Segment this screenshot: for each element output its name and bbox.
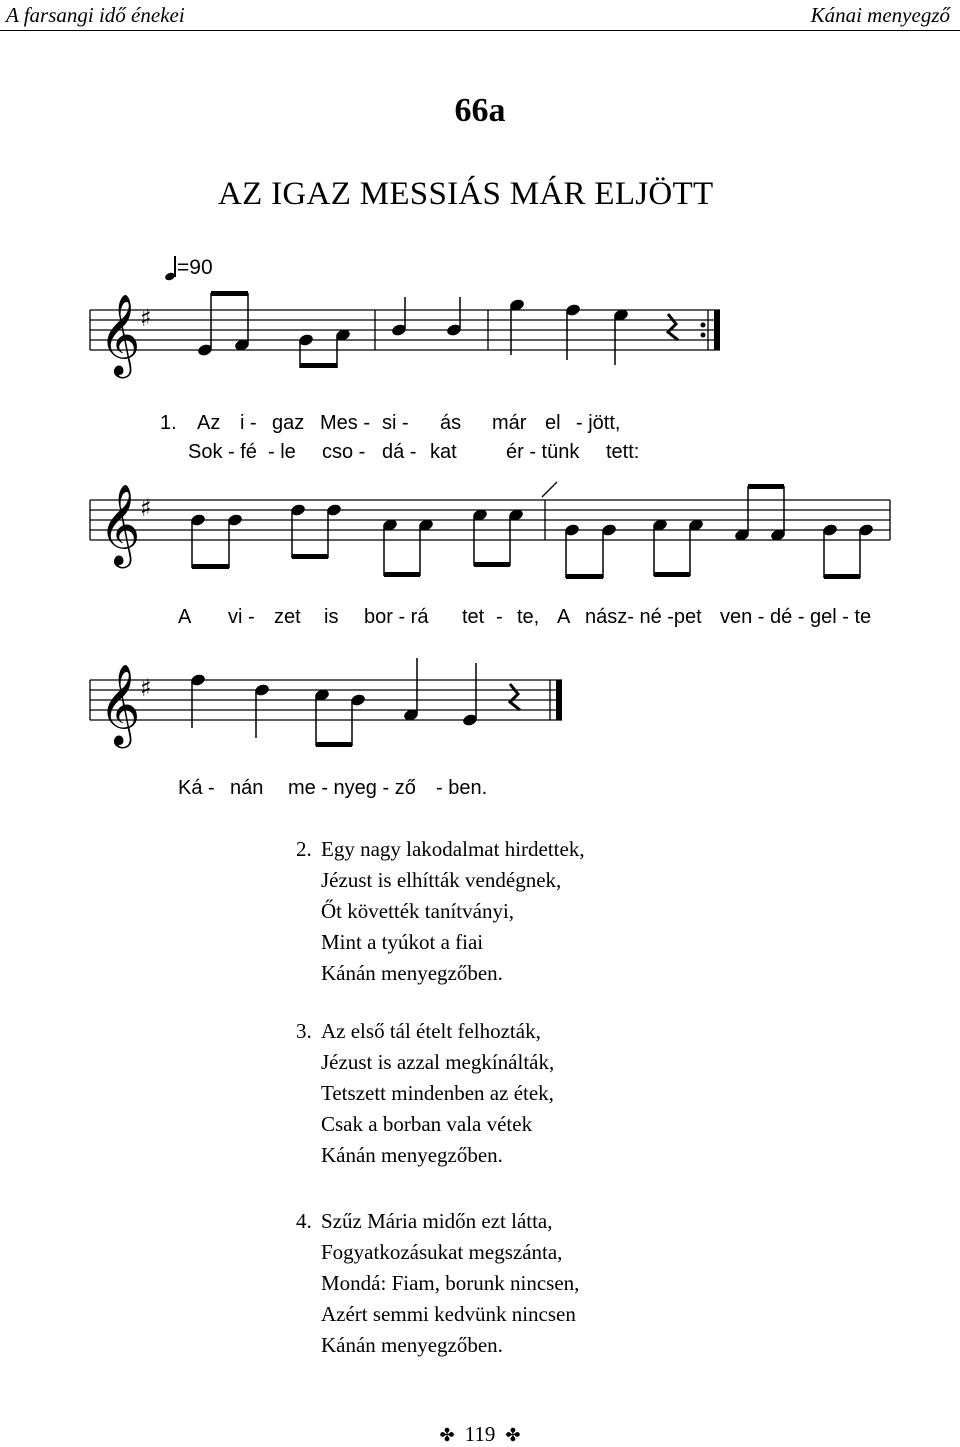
lyric-syllable: me - nyeg - ző: [288, 777, 416, 799]
verse-4: [296, 1206, 579, 1361]
verse-line: Jézust is azzal megkínálták,: [321, 1050, 555, 1074]
lyric-syllable: i -: [240, 412, 257, 434]
lyric-syllable: cso -: [322, 441, 366, 463]
lyric-syllable: te,: [517, 606, 540, 628]
verse-number: 4.: [296, 1209, 312, 1233]
lyric-syllable: dá -: [382, 441, 417, 463]
lyric-syllable: gaz: [272, 412, 305, 434]
lyric-syllable: A: [178, 606, 192, 628]
ornament-icon: ✤: [439, 1425, 455, 1445]
verse-line: Őt követték tanítványi,: [321, 899, 515, 923]
verse-line: Kánán menyegzőben.: [321, 961, 503, 985]
lyric-syllable: - ben.: [436, 777, 488, 799]
lyric-syllable: tett:: [606, 441, 640, 463]
svg-text:♯: ♯: [140, 674, 152, 702]
lyric-syllable: nász- né -pet: [585, 606, 702, 628]
verse-number: 2.: [296, 837, 312, 861]
lyric-syllable: kat: [430, 441, 457, 463]
lyric-syllable: Mes -: [320, 412, 370, 434]
lyric-syllable: ér - tünk: [506, 441, 580, 463]
lyric-syllable: zet: [274, 606, 301, 628]
hymn-title: AZ IGAZ MESSIÁS MÁR ELJÖTT: [218, 176, 714, 212]
verse-line: Kánán menyegzőben.: [321, 1143, 503, 1167]
music-staff-1: [0, 270, 960, 400]
verse-line: Mondá: Fiam, borunk nincsen,: [321, 1271, 580, 1295]
lyric-syllable: nán: [230, 777, 264, 799]
svg-text:𝄞: 𝄞: [99, 293, 141, 375]
lyric-syllable: A: [557, 606, 571, 628]
lyric-syllable: 1.: [160, 412, 177, 434]
lyric-syllable: ven - dé - gel - te: [720, 606, 872, 628]
music-staff-2: [0, 460, 960, 590]
svg-text:♯: ♯: [140, 494, 152, 522]
lyric-syllable: tet: [462, 606, 485, 628]
lyric-syllable: is: [324, 606, 339, 628]
header-left: A farsangi idő énekei: [6, 3, 185, 27]
lyric-syllable: bor - rá: [364, 606, 429, 628]
running-head: [0, 0, 960, 31]
verse-3: [296, 1016, 554, 1171]
svg-text:𝄞: 𝄞: [99, 483, 141, 565]
lyric-syllable: - jött,: [576, 412, 621, 434]
lyric-syllable: Ká -: [178, 777, 215, 799]
verse-line: Egy nagy lakodalmat hirdettek,: [321, 837, 585, 861]
lyric-syllable: - le: [268, 441, 296, 463]
lyric-syllable: már: [492, 412, 527, 434]
verse-line: Mint a tyúkot a fiai: [321, 930, 484, 954]
verse-line: Szűz Mária midőn ezt látta,: [321, 1209, 553, 1233]
verse-line: Fogyatkozásukat megszánta,: [321, 1240, 563, 1264]
lyric-syllable: si -: [382, 412, 409, 434]
page-number: 119: [464, 1422, 496, 1446]
ornament-icon: ✤: [505, 1425, 521, 1445]
lyric-syllable: vi -: [228, 606, 255, 628]
tempo-value: =90: [177, 256, 213, 279]
verse-2: [296, 834, 585, 989]
lyric-syllable: -: [496, 606, 503, 628]
verse-line: Azért semmi kedvünk nincsen: [321, 1302, 576, 1326]
lyric-syllable: Az: [197, 412, 221, 434]
lyric-syllable: ás: [440, 412, 462, 434]
verse-line: Az első tál ételt felhozták,: [321, 1019, 541, 1043]
svg-text:𝄞: 𝄞: [99, 663, 141, 745]
verse-line: Tetszett mindenben az étek,: [321, 1081, 554, 1105]
hymn-number: 66a: [454, 92, 506, 129]
verse-number: 3.: [296, 1019, 312, 1043]
verse-line: Kánán menyegzőben.: [321, 1333, 503, 1357]
header-right: Kánai menyegző: [810, 3, 950, 27]
verse-line: Jézust is elhítták vendégnek,: [321, 868, 562, 892]
svg-text:♯: ♯: [140, 304, 152, 332]
music-staff-3: [0, 640, 960, 770]
lyric-syllable: el: [545, 412, 561, 434]
lyric-syllable: Sok - fé: [188, 441, 257, 463]
page-footer: [0, 1422, 960, 1447]
verse-line: Csak a borban vala vétek: [321, 1112, 533, 1136]
